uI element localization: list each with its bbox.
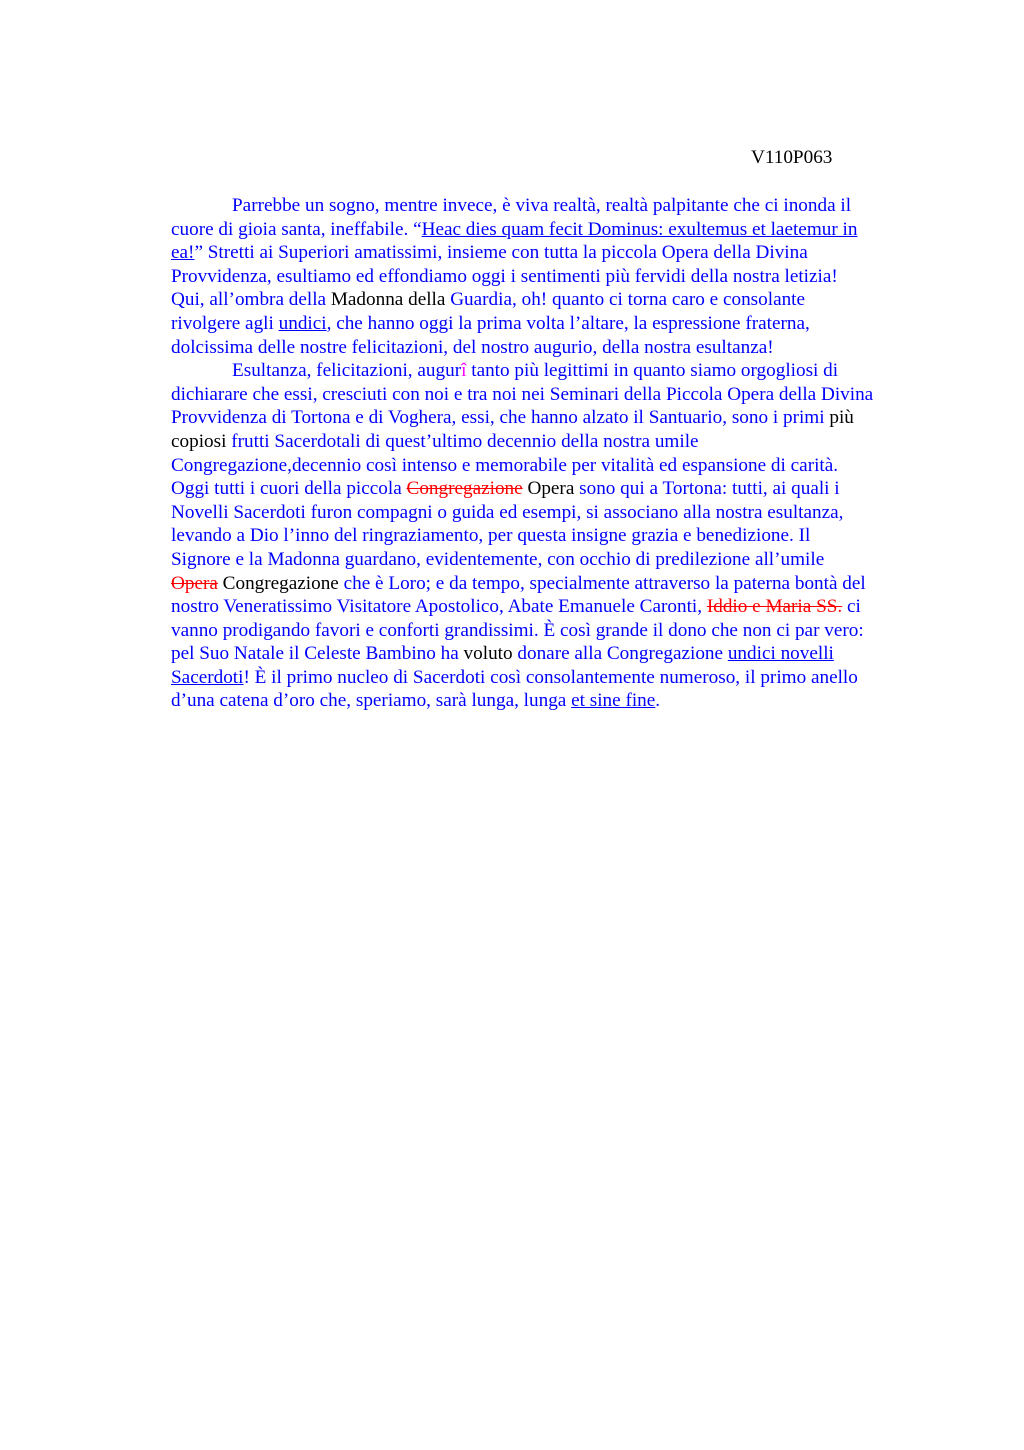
text-line (171, 241, 931, 265)
inserted-text: Congregazione (217, 572, 339, 594)
highlighted-char: î (461, 360, 467, 382)
inserted-text: Opera (522, 478, 575, 500)
text-line (171, 383, 931, 407)
text-line (171, 666, 931, 690)
text-line (171, 477, 931, 501)
text-run: che è Loro; e da tempo, specialmente attraverso la paterna bontà del (338, 572, 866, 594)
text-run: ci (842, 596, 861, 618)
deleted-text: Opera (171, 572, 218, 594)
underlined-text: ea! (171, 242, 195, 264)
text-run: Esultanza, felicitazioni, augur (232, 360, 462, 382)
text-line (171, 619, 931, 643)
text-run: cuore di gioia santa, ineffabile. “ (171, 218, 422, 240)
deleted-text: Congregazione (406, 478, 523, 500)
text-run: frutti Sacerdotali di quest’ultimo decennio della nostra umile (231, 430, 699, 452)
text-run: Oggi tutti i cuori della piccola (171, 478, 407, 500)
text-run: tanto più legittimi in quanto siamo orgogliosi di (466, 360, 839, 382)
text-line (171, 642, 931, 666)
text-run: donare alla Congregazione (512, 643, 728, 665)
document-id: V110P063 (751, 147, 833, 168)
text-run: Parrebbe un sogno, mentre invece, è viva realtà, realtà palpitante che ci inonda il (232, 195, 852, 216)
text-run: sono qui a Tortona: tutti, ai quali i (574, 478, 840, 500)
inserted-text: voluto (463, 643, 513, 665)
text-run: Congregazione,decennio così intenso e memorabile per vitalità ed espansione di carità. (171, 454, 839, 476)
inserted-text: più (829, 407, 854, 429)
text-run: . (655, 690, 661, 712)
document-body (171, 194, 931, 713)
text-run: vanno prodigando favori e conforti grandissimi. È così grande il dono che non ci par vero: (171, 619, 864, 641)
text-line (171, 336, 931, 360)
text-line (171, 406, 931, 430)
text-run: rivolgere agli (171, 312, 279, 334)
text-run: Novelli Sacerdoti furon compagni o guida ed esempi, si associano alla nostra esultanza, (171, 501, 844, 523)
text-run: Guardia, oh! quanto ci torna caro e consolante (445, 289, 806, 311)
text-line (171, 548, 931, 572)
text-run: , che hanno oggi la prima volta l’altare, la espressione fraterna, (326, 312, 810, 334)
text-run: ” Stretti ai Superiori amatissimi, insieme con tutta la piccola Opera della Divina (194, 242, 808, 264)
underlined-text: undici (278, 312, 327, 334)
text-run: levando a Dio l’inno del ringraziamento, per questa insigne grazia e benedizione. Il (171, 525, 811, 547)
underlined-text: Heac dies quam fecit Dominus: exultemus et laetemur in (421, 218, 858, 240)
text-run: Signore e la Madonna guardano, evidentemente, con occhio di predilezione all’umile (171, 548, 825, 570)
text-line (171, 194, 931, 218)
text-line (171, 312, 931, 336)
text-line (171, 359, 931, 383)
text-run: nostro Veneratissimo Visitatore Apostolico, Abate Emanuele Caronti, (171, 596, 707, 618)
text-line (171, 501, 931, 525)
inserted-text: copiosi (171, 430, 232, 452)
text-run: Provvidenza, esultiamo ed effondiamo oggi i sentimenti più fervidi della nostra letizia! (171, 265, 838, 287)
text-line (171, 218, 931, 242)
text-line (171, 265, 931, 289)
text-line (171, 454, 931, 478)
text-run: Qui, all’ombra della (171, 289, 331, 311)
deleted-text: Iddio e Maria SS. (706, 596, 843, 618)
text-line (171, 288, 931, 312)
text-line (171, 572, 931, 596)
text-line (171, 689, 931, 713)
underlined-text: undici novelli (727, 643, 834, 665)
text-run: ! È il primo nucleo di Sacerdoti così consolantemente numeroso, il primo anello (243, 666, 858, 688)
text-run: pel Suo Natale il Celeste Bambino ha (171, 643, 464, 665)
underlined-text: et sine fine (571, 690, 656, 712)
text-line (171, 524, 931, 548)
text-run: dolcissima delle nostre felicitazioni, del nostro augurio, della nostra esultanza! (171, 336, 774, 358)
inserted-text: Madonna della (330, 289, 446, 311)
text-line (171, 430, 931, 454)
underlined-text: Sacerdoti (171, 666, 244, 688)
text-line (171, 595, 931, 619)
text-run: Provvidenza di Tortona e di Voghera, essi, che hanno alzato il Santuario, sono i primi (171, 407, 830, 429)
text-run: dichiarare che essi, cresciuti con noi e tra noi nei Seminari della Piccola Opera della Divina (171, 383, 874, 405)
text-run: d’una catena d’oro che, speriamo, sarà lunga, lunga (171, 690, 572, 712)
